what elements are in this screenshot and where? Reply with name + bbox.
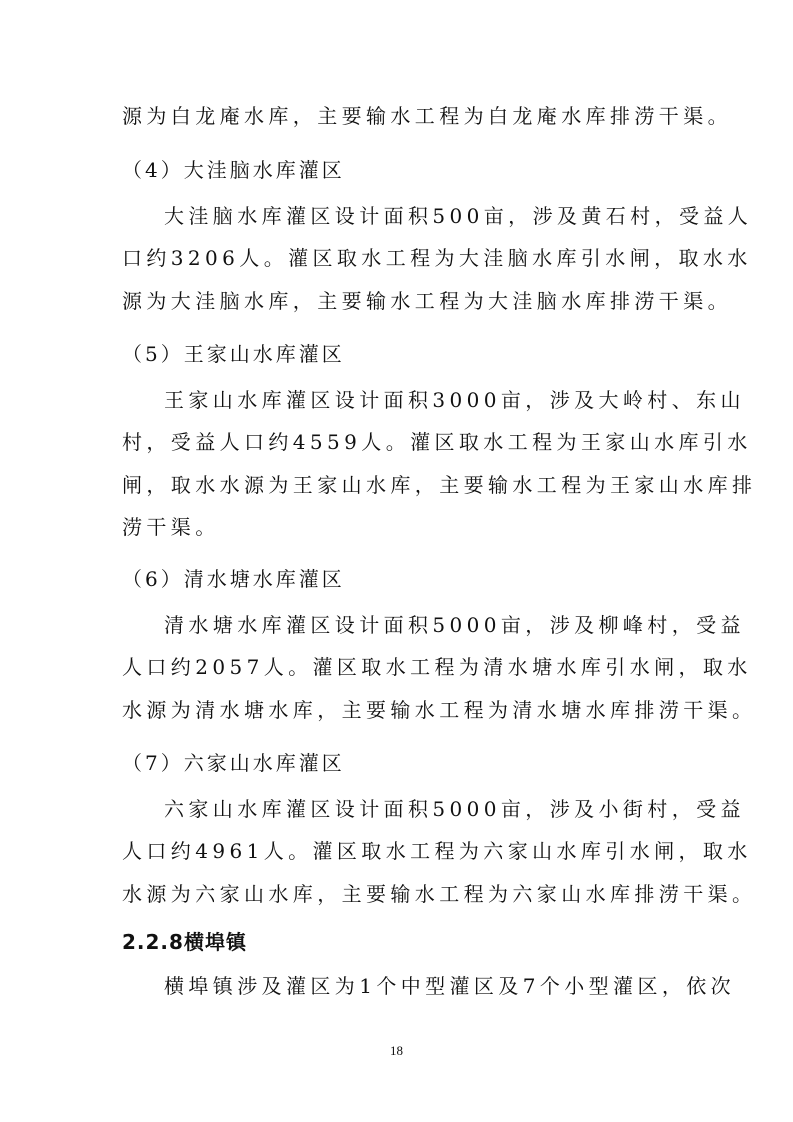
paragraph-line-3: 口约3206人。灌区取水工程为大洼脑水库引水闸，取水水	[122, 246, 752, 270]
paragraph-line-14: 水源为六家山水库，主要输水工程为六家山水库排涝干渠。	[122, 882, 757, 906]
section-heading: 2.2.8横埠镇	[122, 930, 247, 954]
paragraph-line-13: 人口约4961人。灌区取水工程为六家山水库引水闸，取水	[122, 839, 752, 863]
paragraph-line-12: 六家山水库灌区设计面积5000亩，涉及小街村，受益	[164, 797, 745, 821]
paragraph-line-8: 涝干渠。	[122, 515, 220, 539]
paragraph-line-1: 源为白龙庵水库，主要输水工程为白龙庵水库排涝干渠。	[122, 104, 732, 128]
subsection-title-6: （6）清水塘水库灌区	[122, 567, 345, 591]
paragraph-line-4: 源为大洼脑水库，主要输水工程为大洼脑水库排涝干渠。	[122, 289, 732, 313]
paragraph-line-6: 村，受益人口约4559人。灌区取水工程为王家山水库引水	[122, 430, 752, 454]
paragraph-line-10: 人口约2057人。灌区取水工程为清水塘水库引水闸，取水	[122, 655, 752, 679]
subsection-title-7: （7）六家山水库灌区	[122, 751, 345, 775]
paragraph-line-9: 清水塘水库灌区设计面积5000亩，涉及柳峰村，受益	[164, 613, 745, 637]
subsection-title-4: （4）大洼脑水库灌区	[122, 158, 345, 182]
paragraph-line-5: 王家山水库灌区设计面积3000亩，涉及大岭村、东山	[164, 388, 745, 412]
paragraph-line-7: 闸，取水水源为王家山水库，主要输水工程为王家山水库排	[122, 473, 757, 497]
paragraph-line-11: 水源为清水塘水库，主要输水工程为清水塘水库排涝干渠。	[122, 698, 757, 722]
subsection-title-5: （5）王家山水库灌区	[122, 342, 345, 366]
paragraph-line-15: 横埠镇涉及灌区为1个中型灌区及7个小型灌区，依次	[164, 974, 736, 998]
page-number: 18	[390, 1043, 403, 1058]
paragraph-line-2: 大洼脑水库灌区设计面积500亩，涉及黄石村，受益人	[164, 204, 753, 228]
